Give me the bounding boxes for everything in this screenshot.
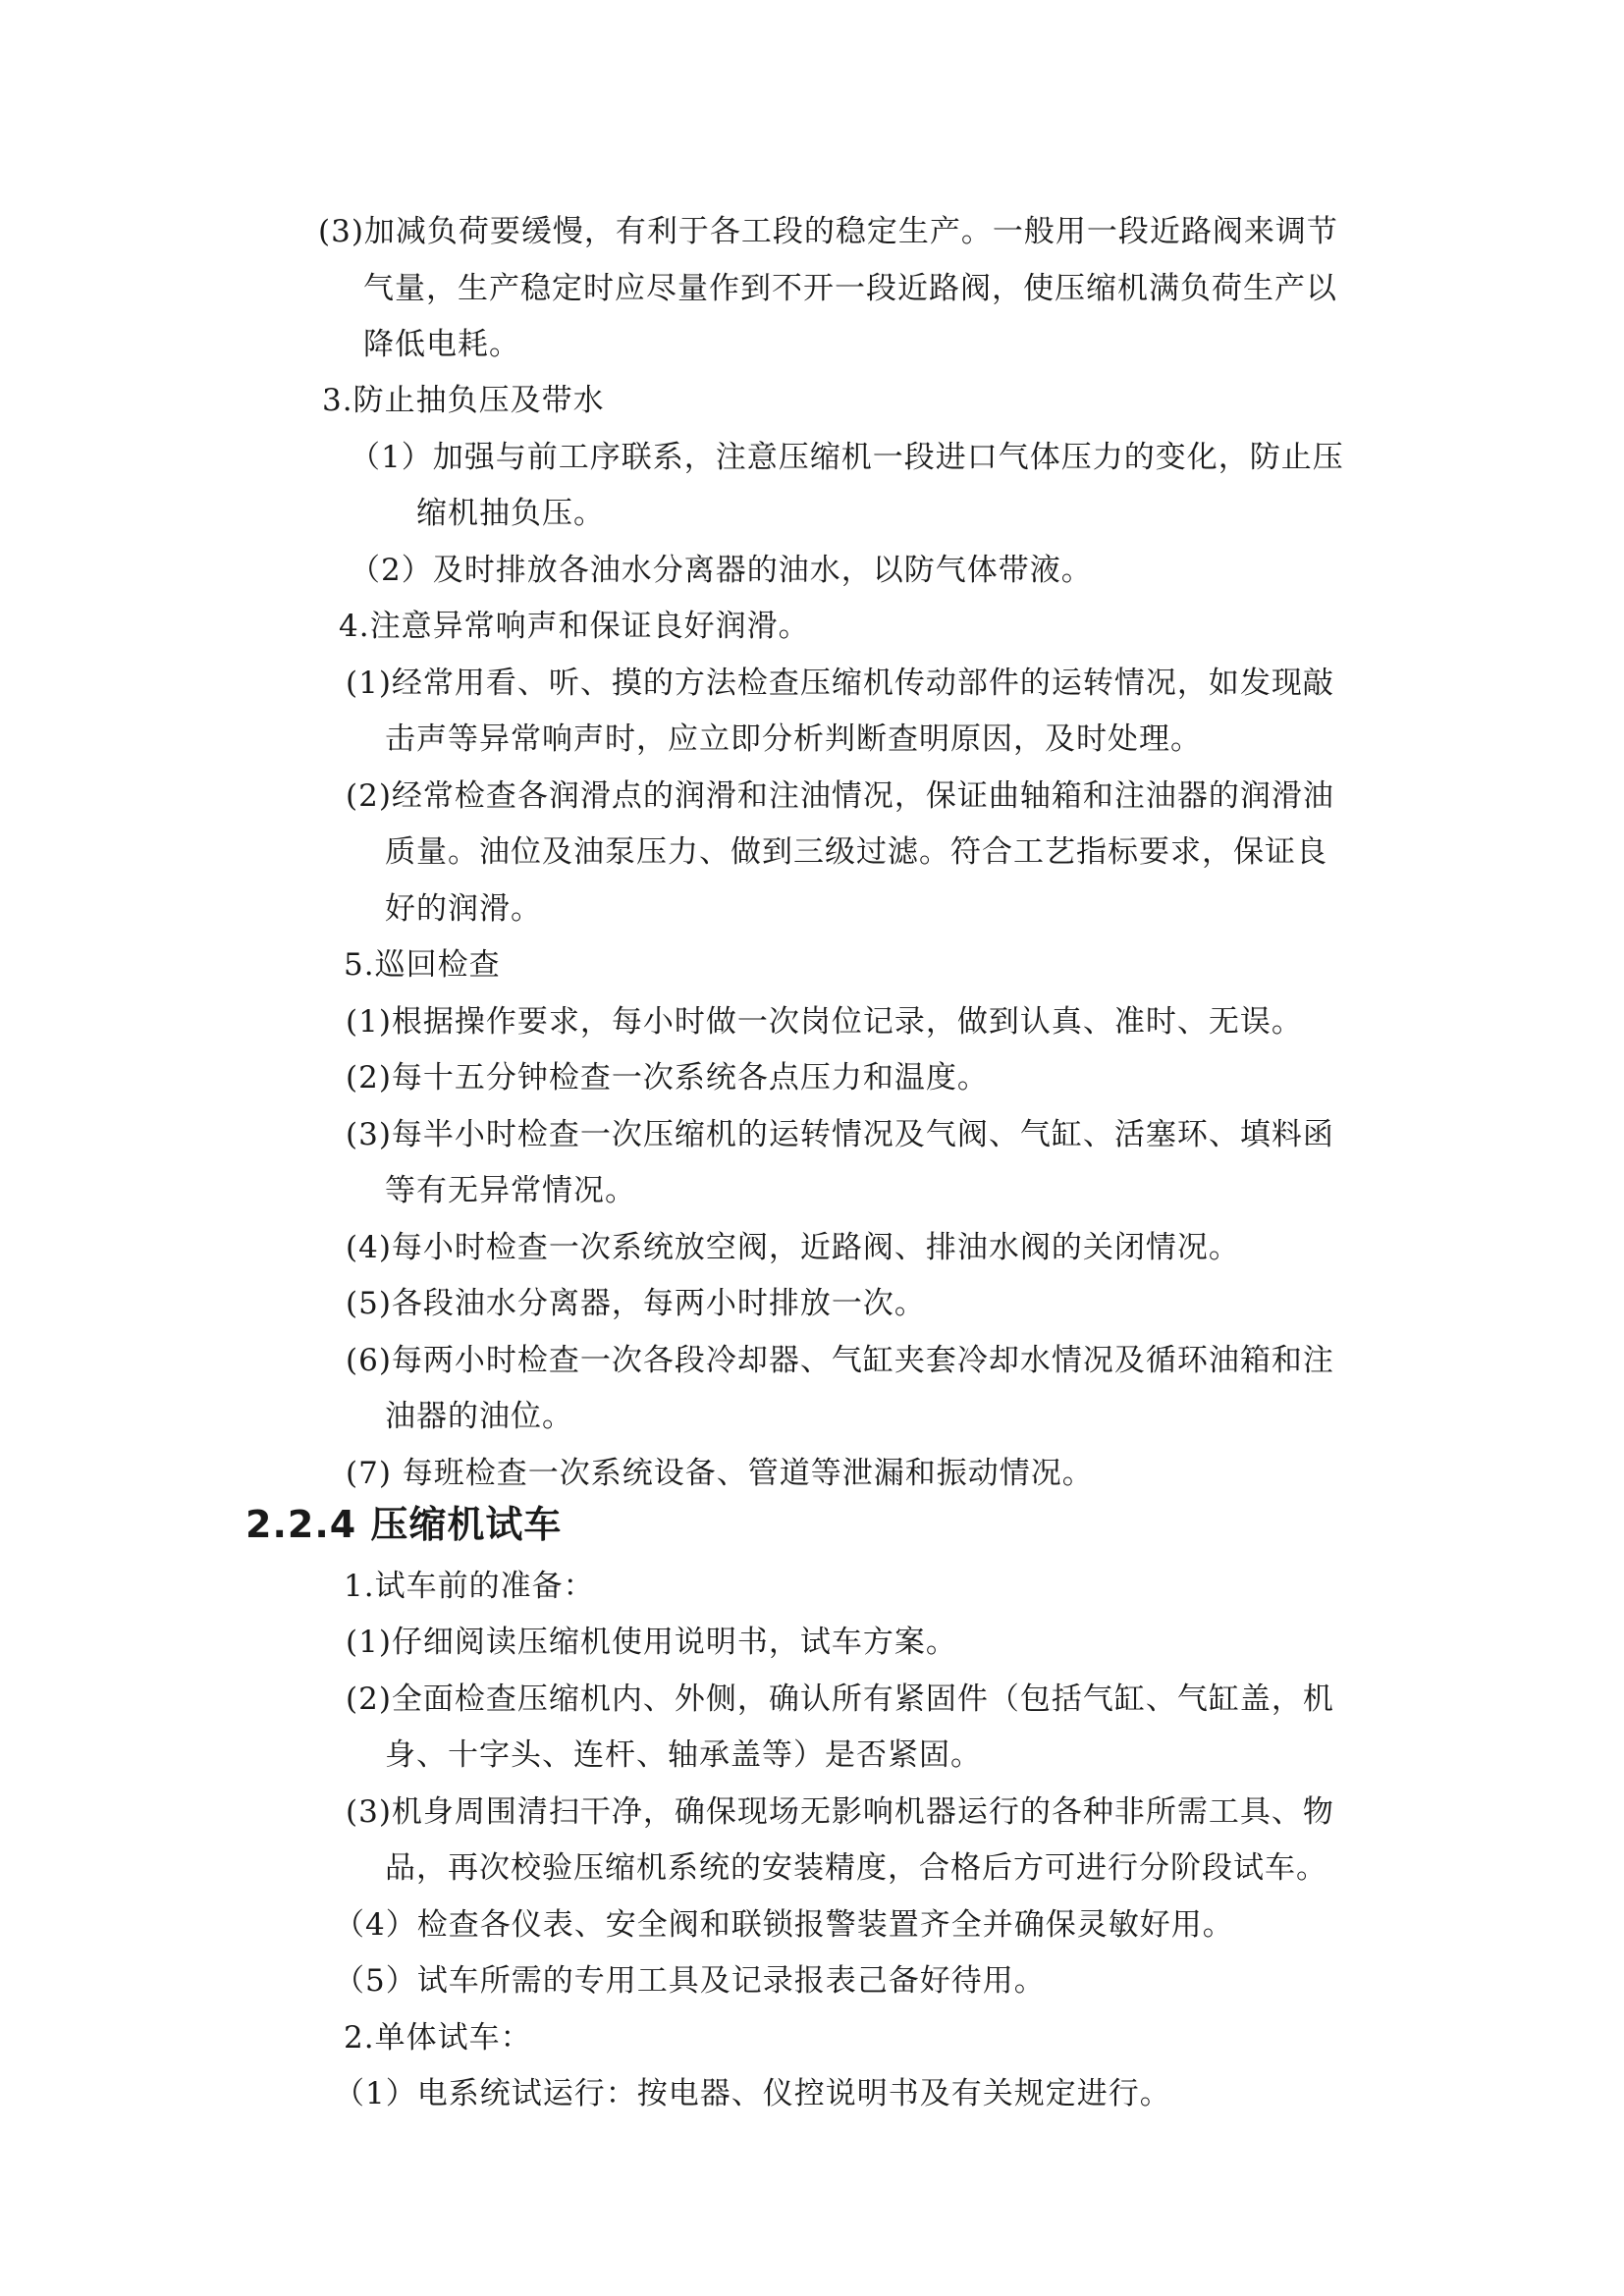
paragraph-line: (3)加减负荷要缓慢，有利于各工段的稳定生产。一般用一段近路阀来调节 (318, 214, 1338, 249)
section-heading-5: 5.巡回检查 (344, 947, 501, 983)
paragraph-line: 缩机抽负压。 (416, 496, 605, 531)
paragraph-line: (3)每半小时检查一次压缩机的运转情况及气阀、气缸、活塞环、填料函 (346, 1117, 1334, 1152)
subsection-heading-2: 2.单体试车： (344, 2020, 532, 2056)
paragraph-line: （5）试车所需的专用工具及记录报表己备好待用。 (334, 1963, 1046, 1999)
paragraph-line: 等有无异常情况。 (385, 1173, 636, 1208)
section-heading-3: 3.防止抽负压及带水 (322, 383, 605, 418)
paragraph-line: (6)每两小时检查一次各段冷却器、气缸夹套冷却水情况及循环油箱和注 (346, 1343, 1334, 1378)
paragraph-line: 质量。油位及油泵压力、做到三级过滤。符合工艺指标要求，保证良 (385, 834, 1327, 870)
paragraph-line: （1）加强与前工序联系，注意压缩机一段进口气体压力的变化，防止压 (350, 440, 1344, 475)
paragraph-line: (2)每十五分钟检查一次系统各点压力和温度。 (346, 1060, 989, 1095)
subsection-heading-1: 1.试车前的准备： (344, 1569, 595, 1604)
paragraph-line: （2）及时排放各油水分离器的油水，以防气体带液。 (350, 553, 1093, 588)
paragraph-line: 品，再次校验压缩机系统的安装精度，合格后方可进行分阶段试车。 (385, 1850, 1327, 1886)
paragraph-line: (1)经常用看、听、摸的方法检查压缩机传动部件的运转情况，如发现敲 (346, 666, 1334, 701)
paragraph-line: (7) 每班检查一次系统设备、管道等泄漏和振动情况。 (346, 1456, 1094, 1491)
paragraph-line: (1)仔细阅读压缩机使用说明书，试车方案。 (346, 1625, 957, 1660)
paragraph-line: (2)经常检查各润滑点的润滑和注油情况，保证曲轴箱和注油器的润滑油 (346, 778, 1334, 814)
paragraph-line: (2)全面检查压缩机内、外侧，确认所有紧固件（包括气缸、气缸盖，机 (346, 1682, 1334, 1717)
paragraph-line: (1)根据操作要求，每小时做一次岗位记录，做到认真、准时、无误。 (346, 1004, 1303, 1040)
section-heading-4: 4.注意异常响声和保证良好润滑。 (339, 609, 810, 644)
paragraph-line: (5)各段油水分离器，每两小时排放一次。 (346, 1286, 926, 1321)
paragraph-line: 身、十字头、连杆、轴承盖等）是否紧固。 (385, 1737, 982, 1773)
paragraph-line: (4)每小时检查一次系统放空阀，近路阀、排油水阀的关闭情况。 (346, 1230, 1240, 1265)
paragraph-line: 气量，生产稳定时应尽量作到不开一段近路阀，使压缩机满负荷生产以 (363, 271, 1337, 306)
paragraph-line: 击声等异常响声时，应立即分析判断查明原因，及时处理。 (385, 721, 1202, 757)
section-title: 2.2.4 压缩机试车 (245, 1503, 563, 1546)
paragraph-line: （1）电系统试运行：按电器、仪控说明书及有关规定进行。 (334, 2076, 1171, 2111)
paragraph-line: 降低电耗。 (363, 327, 520, 362)
paragraph-line: 油器的油位。 (385, 1399, 573, 1434)
paragraph-line: 好的润滑。 (385, 891, 542, 927)
paragraph-line: （4）检查各仪表、安全阀和联锁报警装置齐全并确保灵敏好用。 (334, 1907, 1234, 1943)
paragraph-line: (3)机身周围清扫干净，确保现场无影响机器运行的各种非所需工具、物 (346, 1794, 1334, 1830)
